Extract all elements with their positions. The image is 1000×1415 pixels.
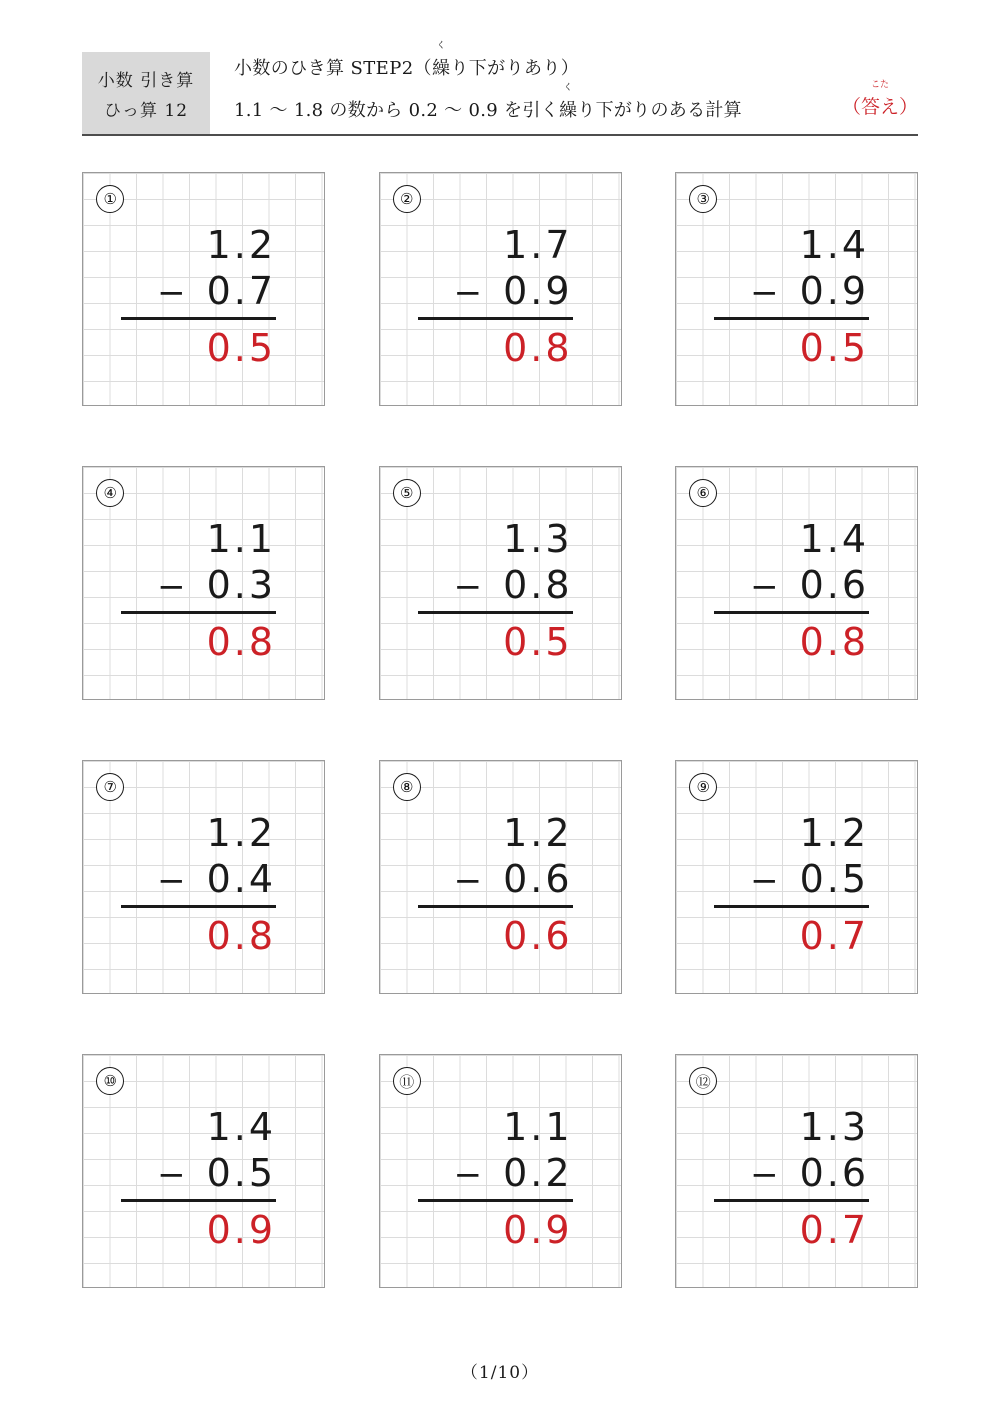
subtrahend-line bbox=[83, 1151, 324, 1197]
calculation-bar bbox=[418, 317, 573, 320]
operator-symbol: − bbox=[157, 273, 189, 313]
operator-symbol: − bbox=[157, 1155, 189, 1195]
subtrahend-value: 0.6 bbox=[503, 857, 573, 901]
minuend-value: 1.2 bbox=[206, 811, 276, 855]
problem-number: ⑩ bbox=[96, 1067, 124, 1095]
minuend-line bbox=[83, 223, 324, 269]
answer-line bbox=[83, 326, 324, 372]
minuend-line bbox=[676, 811, 917, 857]
problem-cell bbox=[675, 1054, 918, 1288]
problem-cell bbox=[379, 760, 622, 994]
answer-line bbox=[676, 620, 917, 666]
minuend-value: 1.7 bbox=[503, 223, 573, 267]
calculation-bar bbox=[121, 905, 276, 908]
worksheet-header bbox=[82, 41, 918, 134]
calculation-bar bbox=[714, 611, 869, 614]
minuend-line bbox=[676, 223, 917, 269]
subtrahend-line bbox=[83, 857, 324, 903]
subtrahend-value: 0.5 bbox=[799, 857, 869, 901]
subtrahend-line bbox=[83, 563, 324, 609]
answer-line bbox=[676, 326, 917, 372]
problem-number: ① bbox=[96, 185, 124, 213]
answer-value: 0.5 bbox=[503, 620, 573, 664]
minuend-value: 1.3 bbox=[799, 1105, 869, 1149]
operator-symbol: − bbox=[453, 861, 486, 901]
calculation-block bbox=[380, 1105, 621, 1254]
answer-value: 0.9 bbox=[206, 1208, 276, 1252]
subtrahend-value: 0.9 bbox=[799, 269, 869, 313]
minuend-value: 1.2 bbox=[799, 811, 869, 855]
subtrahend-line bbox=[676, 269, 917, 315]
calculation-block bbox=[83, 223, 324, 372]
problem-row bbox=[82, 172, 918, 406]
operator-symbol: − bbox=[453, 1155, 486, 1195]
calculation-block bbox=[83, 1105, 324, 1254]
answer-line bbox=[83, 1208, 324, 1254]
subtitle-tail-text: り下がりのある計算 bbox=[577, 100, 742, 121]
answer-value: 0.8 bbox=[799, 620, 869, 664]
calculation-block bbox=[380, 517, 621, 666]
operator-symbol: − bbox=[750, 567, 782, 607]
operator-symbol: − bbox=[750, 273, 782, 313]
problem-number: ⑤ bbox=[393, 479, 421, 507]
subtrahend-line bbox=[676, 857, 917, 903]
subtrahend-value: 0.6 bbox=[799, 563, 869, 607]
problem-sheet bbox=[82, 172, 918, 1348]
minuend-line bbox=[380, 811, 621, 857]
title-ruby-group bbox=[431, 41, 451, 80]
problem-number: ⑪ bbox=[393, 1067, 421, 1095]
calculation-bar bbox=[121, 611, 276, 614]
operator-symbol: − bbox=[453, 567, 486, 607]
calculation-block bbox=[380, 811, 621, 960]
minuend-value: 1.2 bbox=[503, 811, 573, 855]
problem-row bbox=[82, 1054, 918, 1288]
calculation-block bbox=[380, 223, 621, 372]
answer-line bbox=[83, 914, 324, 960]
subtrahend-line bbox=[676, 563, 917, 609]
operator-symbol: − bbox=[750, 1155, 782, 1195]
calculation-block bbox=[676, 223, 917, 372]
calculation-bar bbox=[121, 317, 276, 320]
answer-value: 0.6 bbox=[503, 914, 573, 958]
subtrahend-value: 0.5 bbox=[206, 1151, 276, 1195]
calculation-bar bbox=[714, 1199, 869, 1202]
minuend-value: 1.3 bbox=[503, 517, 573, 561]
calculation-block bbox=[676, 1105, 917, 1254]
operator-symbol: − bbox=[157, 567, 189, 607]
problem-cell bbox=[379, 172, 622, 406]
minuend-value: 1.2 bbox=[206, 223, 276, 267]
minuend-line bbox=[83, 1105, 324, 1151]
calculation-bar bbox=[714, 905, 869, 908]
category-line-2: ひっ算 12 bbox=[103, 100, 189, 121]
operator-symbol: − bbox=[157, 861, 189, 901]
answer-line bbox=[380, 914, 621, 960]
calculation-bar bbox=[121, 1199, 276, 1202]
calculation-block bbox=[676, 811, 917, 960]
problem-number: ⑨ bbox=[689, 773, 717, 801]
answer-sheet-label bbox=[841, 80, 918, 119]
subtrahend-line bbox=[380, 563, 621, 609]
title-ruby-text: く bbox=[436, 41, 446, 51]
problem-row bbox=[82, 466, 918, 700]
title-ruby-base: 繰 bbox=[431, 58, 451, 79]
minuend-line bbox=[380, 517, 621, 563]
calculation-block bbox=[83, 517, 324, 666]
answer-value: 0.8 bbox=[206, 620, 276, 664]
problem-number: ② bbox=[393, 185, 421, 213]
problem-number: ④ bbox=[96, 479, 124, 507]
answer-value: 0.7 bbox=[799, 914, 869, 958]
subtitle-ruby-group bbox=[558, 83, 578, 122]
problem-cell bbox=[82, 760, 325, 994]
header-divider bbox=[82, 134, 918, 136]
category-line-1: 小数 引き算 bbox=[97, 70, 195, 91]
minuend-line bbox=[83, 811, 324, 857]
minuend-line bbox=[380, 1105, 621, 1151]
minuend-line bbox=[676, 517, 917, 563]
answer-line bbox=[380, 326, 621, 372]
minuend-line bbox=[83, 517, 324, 563]
subtrahend-line bbox=[380, 857, 621, 903]
subtitle-ruby-text: く bbox=[563, 83, 573, 93]
problem-row bbox=[82, 760, 918, 994]
subtrahend-value: 0.3 bbox=[206, 563, 276, 607]
problem-cell bbox=[675, 466, 918, 700]
problem-cell bbox=[379, 466, 622, 700]
answer-line bbox=[380, 620, 621, 666]
title-main-text: 小数のひき算 STEP2（ bbox=[234, 58, 432, 79]
subtrahend-line bbox=[380, 1151, 621, 1197]
minuend-value: 1.1 bbox=[503, 1105, 573, 1149]
calculation-block bbox=[83, 811, 324, 960]
answer-label-base: （答え） bbox=[841, 96, 918, 118]
minuend-value: 1.4 bbox=[799, 223, 869, 267]
calculation-bar bbox=[418, 905, 573, 908]
calculation-bar bbox=[714, 317, 869, 320]
subtitle-ruby-base: 繰 bbox=[558, 100, 578, 121]
subtrahend-line bbox=[676, 1151, 917, 1197]
page-number: （1/10） bbox=[460, 1363, 540, 1383]
operator-symbol: − bbox=[453, 273, 486, 313]
calculation-block bbox=[676, 517, 917, 666]
subtitle-pre-text: 1.1 〜 1.8 の数から 0.2 〜 0.9 を引く bbox=[234, 100, 559, 121]
answer-line bbox=[380, 1208, 621, 1254]
problem-number: ③ bbox=[689, 185, 717, 213]
minuend-value: 1.1 bbox=[206, 517, 276, 561]
problem-number: ⑦ bbox=[96, 773, 124, 801]
problem-number: ⑧ bbox=[393, 773, 421, 801]
minuend-line bbox=[676, 1105, 917, 1151]
subtrahend-value: 0.6 bbox=[799, 1151, 869, 1195]
operator-symbol: − bbox=[750, 861, 782, 901]
answer-value: 0.7 bbox=[799, 1208, 869, 1252]
answer-value: 0.9 bbox=[503, 1208, 573, 1252]
problem-cell bbox=[82, 172, 325, 406]
subtrahend-value: 0.7 bbox=[206, 269, 276, 313]
subtrahend-value: 0.9 bbox=[503, 269, 573, 313]
problem-cell bbox=[82, 1054, 325, 1288]
problem-number: ⑫ bbox=[689, 1067, 717, 1095]
answer-value: 0.8 bbox=[503, 326, 573, 370]
calculation-bar bbox=[418, 1199, 573, 1202]
worksheet-title bbox=[234, 41, 918, 80]
answer-label-ruby: こた bbox=[870, 80, 889, 90]
header-text-block bbox=[234, 41, 918, 122]
problem-cell bbox=[82, 466, 325, 700]
answer-value: 0.8 bbox=[206, 914, 276, 958]
problem-cell bbox=[675, 172, 918, 406]
title-tail-text: り下がりあり） bbox=[450, 58, 580, 79]
answer-line bbox=[676, 1208, 917, 1254]
answer-value: 0.5 bbox=[206, 326, 276, 370]
subtrahend-line bbox=[83, 269, 324, 315]
subtrahend-value: 0.2 bbox=[503, 1151, 573, 1195]
problem-number: ⑥ bbox=[689, 479, 717, 507]
worksheet-category-badge bbox=[82, 52, 210, 134]
answer-value: 0.5 bbox=[799, 326, 869, 370]
answer-line bbox=[676, 914, 917, 960]
problem-cell bbox=[675, 760, 918, 994]
subtrahend-value: 0.8 bbox=[503, 563, 573, 607]
problem-cell bbox=[379, 1054, 622, 1288]
minuend-line bbox=[380, 223, 621, 269]
subtrahend-line bbox=[380, 269, 621, 315]
calculation-bar bbox=[418, 611, 573, 614]
answer-label-group bbox=[841, 80, 918, 119]
minuend-value: 1.4 bbox=[799, 517, 869, 561]
minuend-value: 1.4 bbox=[206, 1105, 276, 1149]
subtrahend-value: 0.4 bbox=[206, 857, 276, 901]
answer-line bbox=[83, 620, 324, 666]
